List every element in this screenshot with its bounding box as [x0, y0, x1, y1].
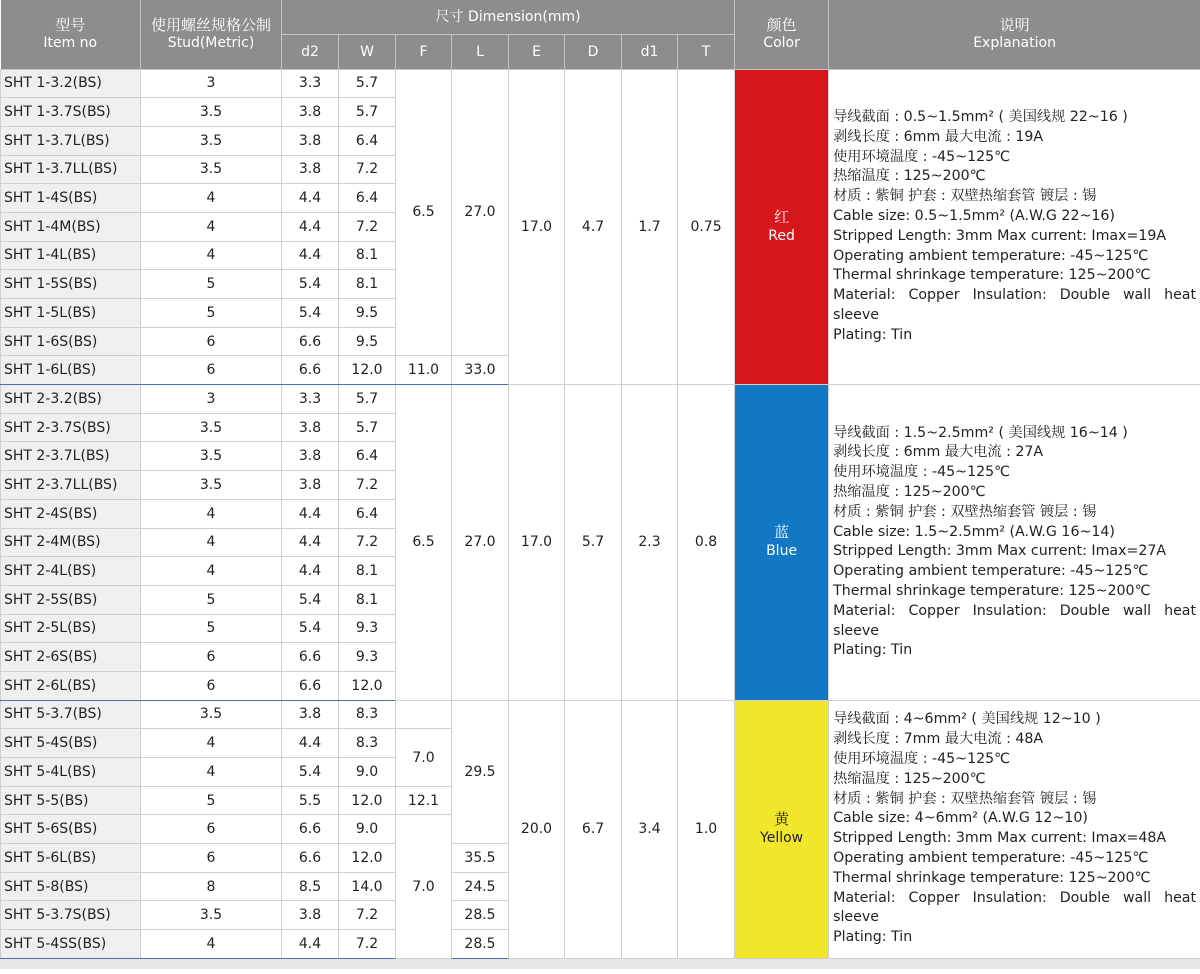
- explanation-line: 使用环境温度 : -45~125℃: [833, 464, 1011, 481]
- bottom-strip: [0, 959, 1200, 969]
- e-cell: 17.0: [509, 385, 565, 701]
- stud-cell: 6: [141, 356, 282, 385]
- explanation-cell: [829, 69, 1200, 385]
- w-cell: 9.5: [339, 327, 396, 356]
- item-no-cell: SHT 1-5L(BS): [1, 299, 141, 328]
- d2-cell: 4.4: [282, 930, 339, 959]
- stud-cell: 3: [141, 69, 282, 98]
- w-cell: 12.0: [339, 844, 396, 873]
- d2-cell: 3.8: [282, 442, 339, 471]
- stud-cell: 5: [141, 614, 282, 643]
- w-cell: 14.0: [339, 872, 396, 901]
- stud-cell: 5: [141, 270, 282, 299]
- color-name-en: Blue: [766, 543, 798, 560]
- w-cell: 5.7: [339, 98, 396, 127]
- d2-cell: 3.8: [282, 126, 339, 155]
- stud-cell: 5: [141, 585, 282, 614]
- d2-cell: 4.4: [282, 241, 339, 270]
- w-cell: 12.0: [339, 671, 396, 700]
- w-cell: 6.4: [339, 184, 396, 213]
- f-cell: 7.0: [396, 729, 452, 786]
- w-cell: 8.1: [339, 585, 396, 614]
- w-cell: 6.4: [339, 442, 396, 471]
- item-no-cell: SHT 2-3.2(BS): [1, 385, 141, 414]
- d2-cell: 8.5: [282, 872, 339, 901]
- item-no-cell: SHT 1-4L(BS): [1, 241, 141, 270]
- d2-cell: 4.4: [282, 528, 339, 557]
- l-cell: 33.0: [452, 356, 509, 385]
- color-name-cn: 蓝: [774, 523, 790, 542]
- w-cell: 5.7: [339, 413, 396, 442]
- item-no-cell: SHT 2-4L(BS): [1, 557, 141, 586]
- explanation-line: 导线截面 : 4~6mm² ( 美国线规 12~10 ): [833, 711, 1101, 728]
- w-cell: 9.0: [339, 758, 396, 787]
- d2-cell: 4.4: [282, 184, 339, 213]
- stud-cell: 4: [141, 212, 282, 241]
- explanation-line: Plating: Tin: [833, 642, 913, 659]
- d2-cell: 6.6: [282, 327, 339, 356]
- d2-cell: 4.4: [282, 499, 339, 528]
- w-cell: 12.0: [339, 356, 396, 385]
- explanation-line: 使用环境温度 : -45~125℃: [833, 751, 1011, 768]
- stud-cell: 4: [141, 184, 282, 213]
- d2-cell: 3.3: [282, 69, 339, 98]
- header-t: T: [678, 34, 735, 69]
- d2-cell: 4.4: [282, 557, 339, 586]
- color-name-en: Red: [768, 227, 795, 244]
- header-f: F: [396, 34, 452, 69]
- l-cell: 24.5: [452, 872, 509, 901]
- explanation-line: Stripped Length: 3mm Max current: Imax=19A: [833, 227, 1167, 244]
- l-cell: 28.5: [452, 930, 509, 959]
- stud-cell: 3.5: [141, 442, 282, 471]
- stud-cell: 3.5: [141, 155, 282, 184]
- item-no-cell: SHT 5-4S(BS): [1, 729, 141, 758]
- stud-cell: 6: [141, 844, 282, 873]
- item-no-cell: SHT 2-3.7LL(BS): [1, 471, 141, 500]
- d2-cell: 5.5: [282, 786, 339, 815]
- item-no-cell: SHT 5-5(BS): [1, 786, 141, 815]
- explanation-line: Cable size: 4~6mm² (A.W.G 12~10): [833, 810, 1088, 827]
- d2-cell: 3.8: [282, 98, 339, 127]
- w-cell: 8.1: [339, 241, 396, 270]
- f-cell-empty: [396, 700, 452, 729]
- item-no-cell: SHT 2-4M(BS): [1, 528, 141, 557]
- explanation-line: 材质 : 紫铜 护套 : 双壁热缩套管 镀层 : 锡: [833, 790, 1097, 807]
- item-no-cell: SHT 1-3.2(BS): [1, 69, 141, 98]
- explanation-line: Operating ambient temperature: -45~125℃: [833, 247, 1149, 264]
- d2-cell: 4.4: [282, 212, 339, 241]
- explanation-line: 使用环境温度 : -45~125℃: [833, 148, 1011, 165]
- w-cell: 9.3: [339, 643, 396, 672]
- header-item-no: 型号 Item no: [1, 0, 141, 69]
- stud-cell: 3: [141, 385, 282, 414]
- item-no-cell: SHT 2-5L(BS): [1, 614, 141, 643]
- header-l: L: [452, 34, 509, 69]
- header-d: D: [565, 34, 622, 69]
- explanation-line: 热缩温度 : 125~200℃: [833, 770, 986, 787]
- explanation-line: Thermal shrinkage temperature: 125~200℃: [833, 267, 1151, 284]
- d2-cell: 6.6: [282, 815, 339, 844]
- w-cell: 9.0: [339, 815, 396, 844]
- item-no-cell: SHT 5-4L(BS): [1, 758, 141, 787]
- f-cell: 6.5: [396, 69, 452, 356]
- d2-cell: 5.4: [282, 758, 339, 787]
- t-cell: 0.75: [678, 69, 735, 385]
- header-color: 颜色 Color: [735, 0, 829, 69]
- table-row: [1, 700, 1200, 729]
- d1-cell: 1.7: [622, 69, 678, 385]
- header-dimension: 尺寸 Dimension(mm): [282, 0, 735, 34]
- d-cell: 6.7: [565, 700, 622, 958]
- f-cell: 12.1: [396, 786, 452, 815]
- explanation-line: Plating: Tin: [833, 929, 913, 946]
- header-explanation: 说明 Explanation: [829, 0, 1200, 69]
- explanation-line: Thermal shrinkage temperature: 125~200℃: [833, 869, 1151, 886]
- item-no-cell: SHT 5-3.7(BS): [1, 700, 141, 729]
- d1-cell: 2.3: [622, 385, 678, 701]
- d2-cell: 4.4: [282, 729, 339, 758]
- explanation-line: 导线截面 : 1.5~2.5mm² ( 美国线规 16~14 ): [833, 424, 1128, 441]
- item-no-cell: SHT 5-4SS(BS): [1, 930, 141, 959]
- explanation-line: 材质 : 紫铜 护套 : 双壁热缩套管 镀层 : 锡: [833, 503, 1097, 520]
- l-cell: 27.0: [452, 69, 509, 356]
- color-name-cn: 黄: [774, 810, 790, 829]
- l-cell: 28.5: [452, 901, 509, 930]
- f-cell: 11.0: [396, 356, 452, 385]
- d-cell: 5.7: [565, 385, 622, 701]
- d2-cell: 6.6: [282, 671, 339, 700]
- header-stud: 使用螺丝规格公制 Stud(Metric): [141, 0, 282, 69]
- explanation-cell: [829, 385, 1200, 701]
- header-e: E: [509, 34, 565, 69]
- stud-cell: 6: [141, 327, 282, 356]
- d2-cell: 5.4: [282, 585, 339, 614]
- explanation-line: 剥线长度 : 6mm 最大电流 : 27A: [833, 444, 1044, 461]
- stud-cell: 4: [141, 241, 282, 270]
- explanation-line: 热缩温度 : 125~200℃: [833, 483, 986, 500]
- w-cell: 9.3: [339, 614, 396, 643]
- stud-cell: 4: [141, 528, 282, 557]
- d2-cell: 5.4: [282, 614, 339, 643]
- stud-cell: 3.5: [141, 98, 282, 127]
- explanation-line: Stripped Length: 3mm Max current: Imax=27A: [833, 543, 1167, 560]
- stud-cell: 6: [141, 643, 282, 672]
- w-cell: 7.2: [339, 528, 396, 557]
- w-cell: 8.1: [339, 557, 396, 586]
- w-cell: 8.3: [339, 700, 396, 729]
- w-cell: 7.2: [339, 212, 396, 241]
- item-no-cell: SHT 1-3.7L(BS): [1, 126, 141, 155]
- explanation-line: Cable size: 1.5~2.5mm² (A.W.G 16~14): [833, 523, 1115, 540]
- d2-cell: 3.3: [282, 385, 339, 414]
- explanation-line: Thermal shrinkage temperature: 125~200℃: [833, 582, 1151, 599]
- stud-cell: 4: [141, 557, 282, 586]
- w-cell: 6.4: [339, 126, 396, 155]
- f-cell: 6.5: [396, 385, 452, 701]
- header-d1: d1: [622, 34, 678, 69]
- item-no-cell: SHT 2-6S(BS): [1, 643, 141, 672]
- spec-table-body: [1, 69, 1200, 958]
- item-no-cell: SHT 1-5S(BS): [1, 270, 141, 299]
- d2-cell: 6.6: [282, 356, 339, 385]
- f-cell: 7.0: [396, 815, 452, 958]
- w-cell: 7.2: [339, 471, 396, 500]
- d2-cell: 3.8: [282, 700, 339, 729]
- explanation-line: 剥线长度 : 6mm 最大电流 : 19A: [833, 128, 1044, 145]
- stud-cell: 5: [141, 299, 282, 328]
- color-swatch-cell: [735, 700, 829, 958]
- w-cell: 5.7: [339, 385, 396, 414]
- stud-cell: 4: [141, 930, 282, 959]
- item-no-cell: SHT 5-6S(BS): [1, 815, 141, 844]
- w-cell: 6.4: [339, 499, 396, 528]
- explanation-line: Operating ambient temperature: -45~125℃: [833, 850, 1149, 867]
- color-name-cn: 红: [774, 207, 790, 226]
- explanation-line: Stripped Length: 3mm Max current: Imax=48A: [833, 830, 1167, 847]
- e-cell: 20.0: [509, 700, 565, 958]
- stud-cell: 3.5: [141, 700, 282, 729]
- w-cell: 8.3: [339, 729, 396, 758]
- explanation-line: 材质 : 紫铜 护套 : 双壁热缩套管 镀层 : 锡: [833, 188, 1097, 205]
- w-cell: 9.5: [339, 299, 396, 328]
- item-no-cell: SHT 1-4M(BS): [1, 212, 141, 241]
- stud-cell: 4: [141, 729, 282, 758]
- item-no-cell: SHT 1-6L(BS): [1, 356, 141, 385]
- w-cell: 8.1: [339, 270, 396, 299]
- explanation-line: Material: Copper Insulation: Double wall heat sleeve: [833, 889, 1197, 926]
- item-no-cell: SHT 2-3.7S(BS): [1, 413, 141, 442]
- stud-cell: 3.5: [141, 901, 282, 930]
- explanation-line: Material: Copper Insulation: Double wall heat sleeve: [833, 602, 1197, 639]
- stud-cell: 5: [141, 786, 282, 815]
- d2-cell: 5.4: [282, 270, 339, 299]
- item-no-cell: SHT 2-6L(BS): [1, 671, 141, 700]
- w-cell: 7.2: [339, 930, 396, 959]
- explanation-line: 导线截面 : 0.5~1.5mm² ( 美国线规 22~16 ): [833, 109, 1128, 125]
- item-no-cell: SHT 5-6L(BS): [1, 844, 141, 873]
- w-cell: 12.0: [339, 786, 396, 815]
- w-cell: 7.2: [339, 155, 396, 184]
- stud-cell: 3.5: [141, 471, 282, 500]
- t-cell: 0.8: [678, 385, 735, 701]
- stud-cell: 3.5: [141, 126, 282, 155]
- stud-cell: 6: [141, 671, 282, 700]
- color-name-en: Yellow: [760, 830, 804, 847]
- l-cell: 27.0: [452, 385, 509, 701]
- d2-cell: 3.8: [282, 901, 339, 930]
- explanation-line: 热缩温度 : 125~200℃: [833, 168, 986, 185]
- explanation-line: Operating ambient temperature: -45~125℃: [833, 563, 1149, 580]
- table-row: [1, 385, 1200, 414]
- explanation-line: Plating: Tin: [833, 326, 913, 343]
- d2-cell: 3.8: [282, 155, 339, 184]
- d2-cell: 6.6: [282, 844, 339, 873]
- explanation-line: Cable size: 0.5~1.5mm² (A.W.G 22~16): [833, 207, 1115, 224]
- d1-cell: 3.4: [622, 700, 678, 958]
- d-cell: 4.7: [565, 69, 622, 385]
- stud-cell: 8: [141, 872, 282, 901]
- explanation-line: Material: Copper Insulation: Double wall heat sleeve: [833, 287, 1197, 323]
- item-no-cell: SHT 2-3.7L(BS): [1, 442, 141, 471]
- w-cell: 7.2: [339, 901, 396, 930]
- stud-cell: 4: [141, 499, 282, 528]
- explanation-cell: [829, 700, 1200, 958]
- item-no-cell: SHT 5-3.7S(BS): [1, 901, 141, 930]
- d2-cell: 3.8: [282, 413, 339, 442]
- stud-cell: 3.5: [141, 413, 282, 442]
- item-no-cell: SHT 1-3.7S(BS): [1, 98, 141, 127]
- color-swatch-cell: [735, 385, 829, 701]
- item-no-cell: SHT 1-3.7LL(BS): [1, 155, 141, 184]
- d2-cell: 6.6: [282, 643, 339, 672]
- l-cell: 29.5: [452, 700, 509, 843]
- item-no-cell: SHT 2-4S(BS): [1, 499, 141, 528]
- header-d2: d2: [282, 34, 339, 69]
- stud-cell: 6: [141, 815, 282, 844]
- item-no-cell: SHT 5-8(BS): [1, 872, 141, 901]
- item-no-cell: SHT 1-6S(BS): [1, 327, 141, 356]
- l-cell: 35.5: [452, 844, 509, 873]
- d2-cell: 3.8: [282, 471, 339, 500]
- item-no-cell: SHT 1-4S(BS): [1, 184, 141, 213]
- d2-cell: 5.4: [282, 299, 339, 328]
- table-row: [1, 69, 1200, 98]
- stud-cell: 4: [141, 758, 282, 787]
- color-swatch-cell: [735, 69, 829, 385]
- item-no-cell: SHT 2-5S(BS): [1, 585, 141, 614]
- w-cell: 5.7: [339, 69, 396, 98]
- explanation-line: 剥线长度 : 7mm 最大电流 : 48A: [833, 731, 1044, 748]
- header-w: W: [339, 34, 396, 69]
- t-cell: 1.0: [678, 700, 735, 958]
- e-cell: 17.0: [509, 69, 565, 385]
